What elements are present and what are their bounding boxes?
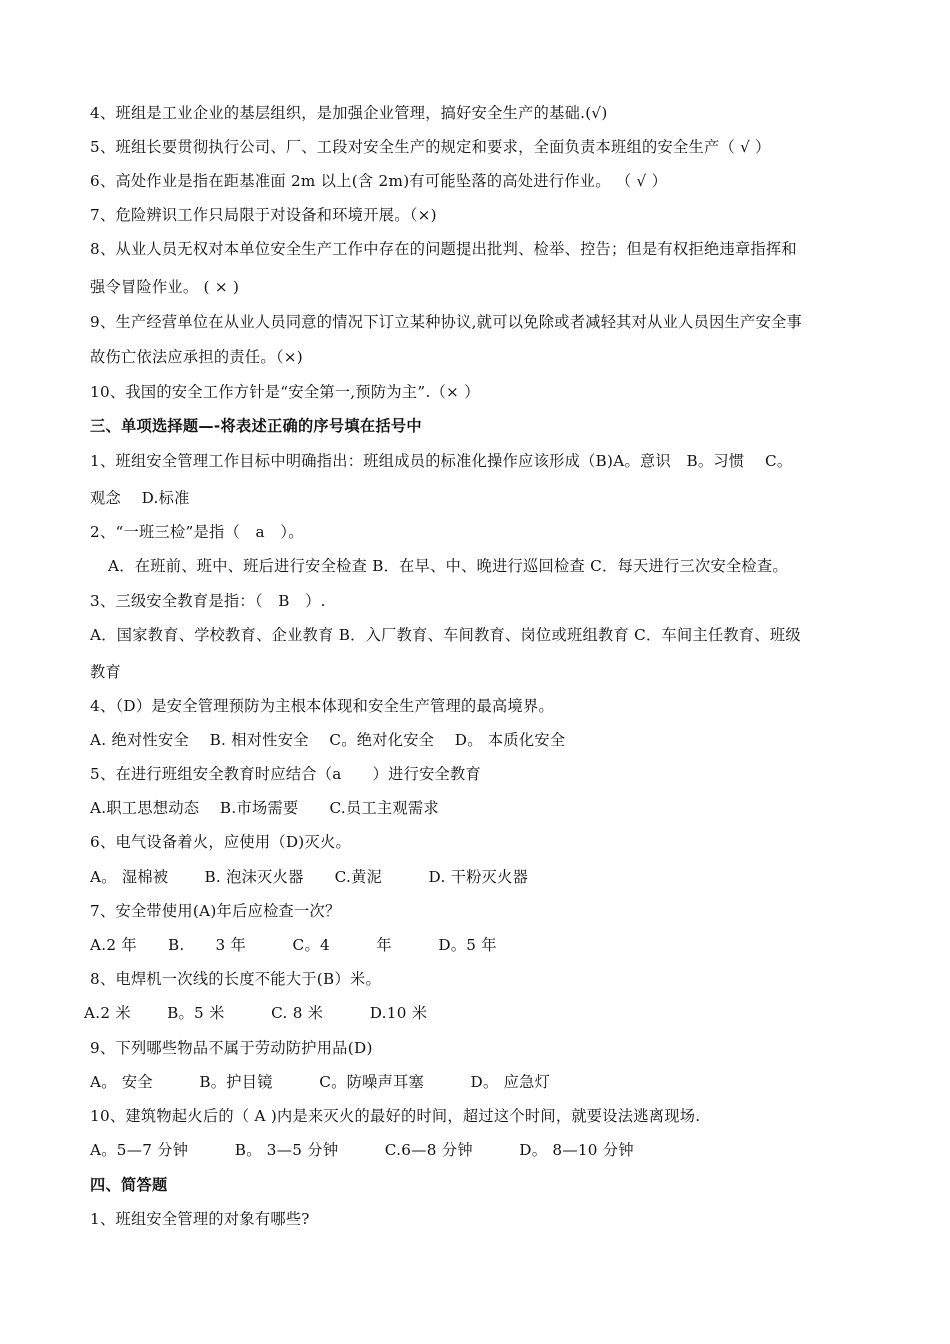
choice-question-10-options: A。5—7 分钟 B。 3—5 分钟 C.6—8 分钟 D。 8—10 分钟 bbox=[90, 1141, 634, 1159]
choice-question-7-options: A.2 年 B. 3 年 C。4 年 D。5 年 bbox=[90, 936, 497, 954]
true-false-item-7: 7、危险辨识工作只局限于对设备和环境开展。（×) bbox=[90, 206, 437, 224]
choice-question-2-options: A．在班前、班中、班后进行安全检查 B．在早、中、晚进行巡回检查 C．每天进行三次安全检查。 bbox=[108, 557, 788, 575]
choice-question-3-options-line2: 教育 bbox=[90, 663, 121, 681]
choice-question-4-options: A. 绝对性安全 B. 相对性安全 C。绝对化安全 D。 本质化安全 bbox=[90, 731, 566, 749]
true-false-item-8-line1: 8、从业人员无权对本单位安全生产工作中存在的问题提出批判、检举、控告；但是有权拒绝违章指挥和 bbox=[90, 240, 797, 258]
choice-question-9-options: A。 安全 B。护目镜 C。防噪声耳塞 D。 应急灯 bbox=[90, 1073, 551, 1091]
true-false-item-4: 4、班组是工业企业的基层组织，是加强企业管理，搞好安全生产的基础.(√) bbox=[90, 104, 608, 122]
choice-question-6-options: A。 湿棉被 B. 泡沫灭火器 C.黄泥 D. 干粉灭火器 bbox=[90, 868, 529, 886]
true-false-item-8-line2: 强令冒险作业。 ( × ) bbox=[90, 278, 240, 296]
true-false-item-6: 6、高处作业是指在距基准面 2m 以上(含 2m)有可能坠落的高处进行作业。 （ √ ） bbox=[90, 172, 668, 190]
choice-question-6: 6、电气设备着火，应使用（D)灭火。 bbox=[90, 833, 351, 851]
short-answer-question-1: 1、班组安全管理的对象有哪些? bbox=[90, 1210, 310, 1228]
choice-question-8-options: A.2 米 B。5 米 C. 8 米 D.10 米 bbox=[84, 1004, 428, 1022]
choice-question-1-line2: 观念 D.标准 bbox=[90, 489, 190, 507]
true-false-item-10: 10、我国的安全工作方针是“安全第一,预防为主”.（× ） bbox=[90, 383, 480, 401]
choice-question-7: 7、安全带使用(A)年后应检查一次？ bbox=[90, 902, 341, 920]
true-false-item-9-line1: 9、生产经营单位在从业人员同意的情况下订立某种协议,就可以免除或者减轻其对从业人员因生产安全事 bbox=[90, 313, 803, 331]
choice-question-8: 8、电焊机一次线的长度不能大于(B）米。 bbox=[90, 970, 381, 988]
choice-question-1-line1: 1、班组安全管理工作目标中明确指出：班组成员的标准化操作应该形成（B)A。意识 B。习惯 C。 bbox=[90, 452, 793, 470]
choice-question-2: 2、“一班三检”是指（ a ）。 bbox=[90, 523, 304, 541]
choice-question-5: 5、在进行班组安全教育时应结合（a ）进行安全教育 bbox=[90, 765, 482, 783]
true-false-item-5: 5、班组长要贯彻执行公司、厂、工段对安全生产的规定和要求，全面负责本班组的安全生产（ √ ） bbox=[90, 138, 771, 156]
choice-question-5-options: A.职工思想动态 B.市场需要 C.员工主观需求 bbox=[90, 799, 439, 817]
choice-question-4: 4、（D）是安全管理预防为主根本体现和安全生产管理的最高境界。 bbox=[90, 697, 554, 715]
choice-question-9: 9、下列哪些物品不属于劳动防护用品(D) bbox=[90, 1039, 373, 1057]
choice-question-3-options-line1: A．国家教育、学校教育、企业教育 B．入厂教育、车间教育、岗位或班组教育 C．车间主任教育、班级 bbox=[90, 626, 801, 644]
choice-question-10: 10、建筑物起火后的（ A )内是来灭火的最好的时间，超过这个时间，就要设法逃离现场. bbox=[90, 1107, 701, 1125]
section-heading-short-answer: 四、简答题 bbox=[90, 1176, 168, 1194]
true-false-item-9-line2: 故伤亡依法应承担的责任。（×) bbox=[90, 348, 303, 366]
choice-question-3: 3、三级安全教育是指：（ B ）. bbox=[90, 592, 326, 610]
section-heading-single-choice: 三、单项选择题—-将表述正确的序号填在括号中 bbox=[90, 417, 422, 435]
